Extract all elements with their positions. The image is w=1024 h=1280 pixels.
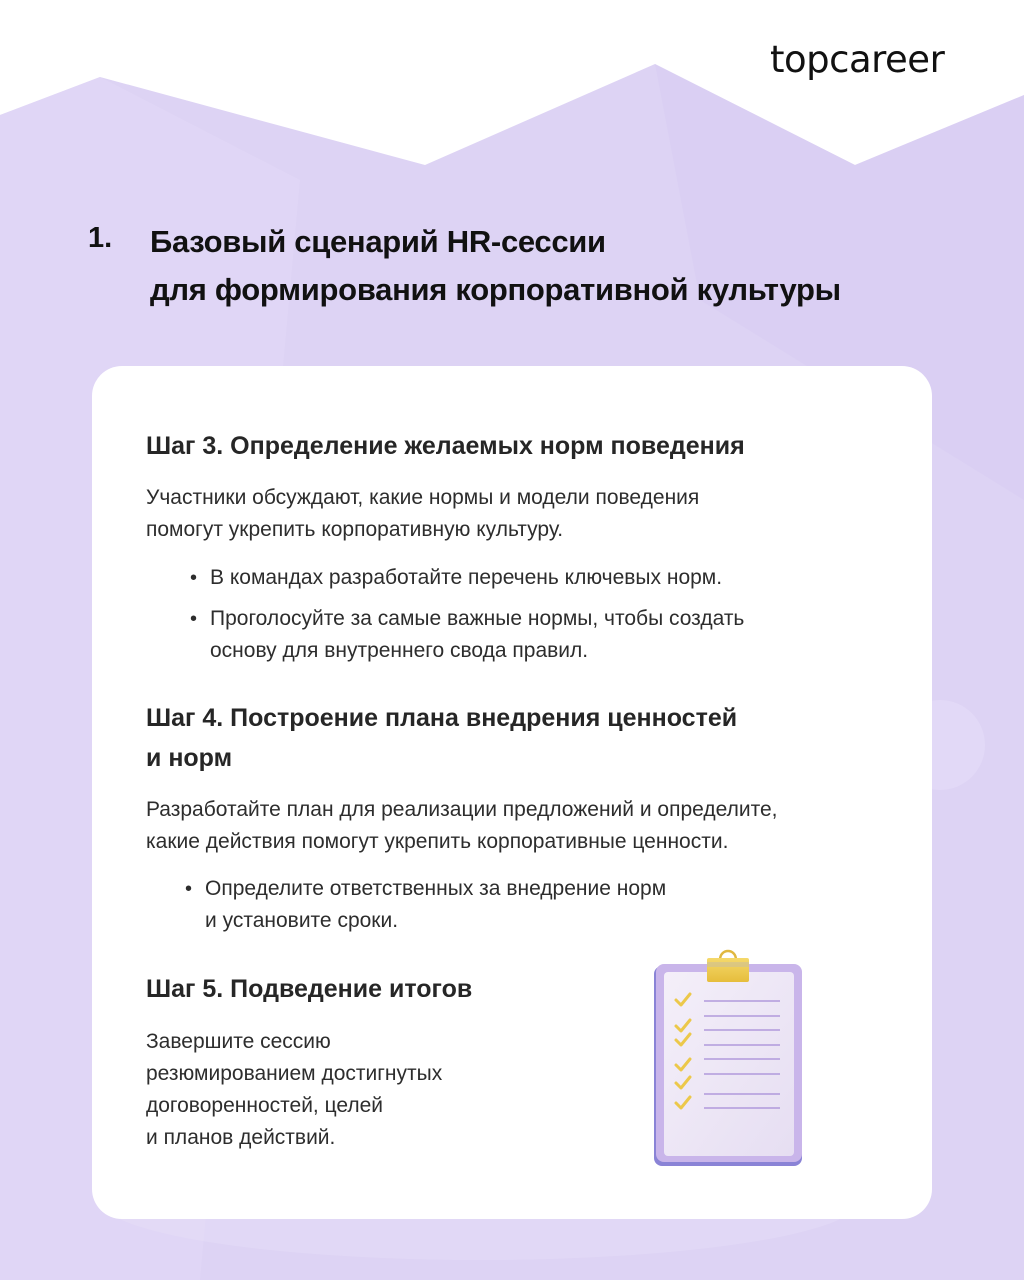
step-3-title: Шаг 3. Определение желаемых норм поведения bbox=[146, 432, 745, 460]
bullet-text: Определите ответственных за внедрение норм bbox=[205, 877, 667, 900]
bullet-dot: • bbox=[190, 608, 198, 630]
step-4-bullet-1 bbox=[185, 873, 667, 905]
bullet-dot: • bbox=[190, 567, 198, 589]
title-line-1: Базовый сценарий HR-сессии bbox=[150, 224, 606, 259]
step-5-title: Шаг 5. Подведение итогов bbox=[146, 975, 473, 1003]
step-3-bullet-1 bbox=[190, 562, 723, 594]
step-4-title-line-1: Шаг 4. Построение плана внедрения ценностей bbox=[146, 704, 738, 732]
topcareer-logo: topcareer bbox=[770, 38, 945, 81]
step-5-paragraph-line-3: договоренностей, целей bbox=[146, 1094, 384, 1117]
step-3-paragraph-line-1: Участники обсуждают, какие нормы и модели поведения bbox=[146, 486, 700, 509]
content-card bbox=[92, 366, 932, 1219]
title-line-2: для формирования корпоративной культуры bbox=[150, 272, 841, 307]
bullet-text: В командах разработайте перечень ключевых норм. bbox=[210, 566, 723, 589]
step-5-paragraph-line-1: Завершите сессию bbox=[146, 1030, 331, 1053]
step-5-paragraph-line-4: и планов действий. bbox=[146, 1126, 336, 1149]
step-4-paragraph-line-1: Разработайте план для реализации предложений и определите, bbox=[146, 798, 778, 821]
section-number: 1. bbox=[88, 222, 113, 254]
clipboard-checklist-icon bbox=[652, 948, 804, 1168]
step-4-title-line-2: и норм bbox=[146, 744, 233, 772]
step-4-paragraph-line-2: какие действия помогут укрепить корпоративные ценности. bbox=[146, 830, 729, 853]
bullet-text: Проголосуйте за самые важные нормы, чтобы создать bbox=[210, 607, 745, 630]
bullet-dot: • bbox=[185, 878, 193, 900]
step-3-paragraph-line-2: помогут укрепить корпоративную культуру. bbox=[146, 518, 564, 541]
step-5-paragraph-line-2: резюмированием достигнутых bbox=[146, 1062, 443, 1085]
step-3-bullet-2 bbox=[190, 603, 745, 635]
step-4-bullet-1-cont: и установите сроки. bbox=[205, 909, 399, 932]
step-3-bullet-2-cont: основу для внутреннего свода правил. bbox=[210, 639, 589, 662]
